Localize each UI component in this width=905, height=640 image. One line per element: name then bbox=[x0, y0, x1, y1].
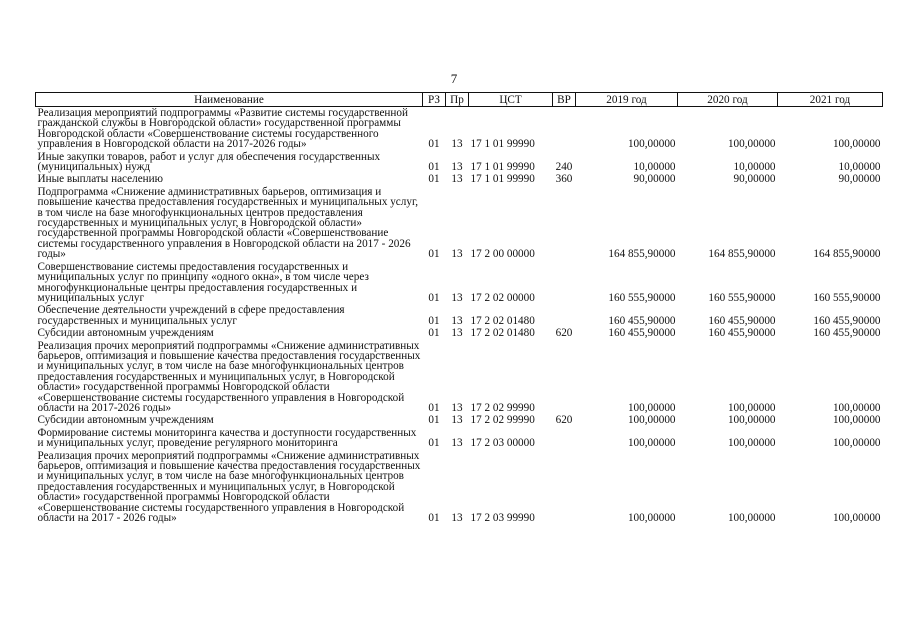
row-vr bbox=[553, 303, 576, 326]
row-name-cell bbox=[36, 185, 423, 260]
row-pr: 13 bbox=[451, 437, 463, 450]
row-pr: 13 bbox=[451, 161, 463, 174]
row-2019: 90,00000 bbox=[633, 173, 676, 186]
row-cst: 17 2 03 99990 bbox=[470, 512, 535, 525]
table-body bbox=[36, 107, 883, 524]
row-2021: 100,00000 bbox=[832, 437, 881, 450]
row-cst: 17 1 01 99990 bbox=[470, 173, 535, 186]
row-vr: 620 bbox=[555, 327, 573, 340]
row-rz: 01 bbox=[428, 138, 440, 151]
row-2020: 10,00000 bbox=[733, 161, 776, 174]
row-cst: 17 2 00 00000 bbox=[470, 248, 535, 261]
table-header-row bbox=[36, 93, 883, 107]
header-pr: Пр bbox=[446, 93, 469, 107]
row-name-cell bbox=[36, 150, 423, 173]
table-row bbox=[36, 426, 883, 449]
row-pr: 13 bbox=[451, 414, 463, 427]
row-2020: 100,00000 bbox=[727, 512, 776, 525]
row-rz: 01 bbox=[428, 173, 440, 186]
row-2019: 164 855,90000 bbox=[608, 248, 676, 261]
row-2021: 164 855,90000 bbox=[813, 248, 881, 261]
header-cst: ЦСТ bbox=[469, 93, 553, 107]
row-2020: 90,00000 bbox=[733, 173, 776, 186]
row-2021: 10,00000 bbox=[838, 161, 881, 174]
row-rz: 01 bbox=[428, 314, 440, 327]
row-pr: 13 bbox=[451, 327, 463, 340]
row-2019: 100,00000 bbox=[627, 138, 676, 151]
row-name-cell bbox=[36, 172, 423, 184]
table-row bbox=[36, 260, 883, 304]
row-rz: 01 bbox=[428, 161, 440, 174]
row-name: Иные выплаты населению bbox=[37, 173, 163, 186]
row-name: Совершенствование системы предоставления государственных и муниципальных услуг по принципу «одного окна», в том числе через многофункциональные центры предоставления государственных и муниципальных услуг bbox=[37, 260, 369, 304]
row-cst: 17 2 03 00000 bbox=[470, 437, 535, 450]
row-pr: 13 bbox=[451, 512, 463, 525]
row-rz: 01 bbox=[428, 327, 440, 340]
row-vr bbox=[553, 339, 576, 414]
row-2021: 100,00000 bbox=[832, 414, 881, 427]
row-2021: 160 455,90000 bbox=[813, 314, 881, 327]
row-name-cell bbox=[36, 426, 423, 449]
row-2021: 160 555,90000 bbox=[813, 291, 881, 304]
table-row bbox=[36, 185, 883, 260]
row-pr: 13 bbox=[451, 314, 463, 327]
row-cst: 17 2 02 99990 bbox=[470, 414, 535, 427]
table-row bbox=[36, 413, 883, 425]
row-2020: 160 455,90000 bbox=[708, 314, 776, 327]
row-name: Формирование системы мониторинга качества и доступности государственных и муниципальных услуг, проведение регулярного мониторинга bbox=[37, 426, 417, 450]
row-name-cell bbox=[36, 449, 423, 524]
row-2021: 100,00000 bbox=[832, 401, 881, 414]
row-cst: 17 2 02 99990 bbox=[470, 401, 535, 414]
row-2019: 100,00000 bbox=[627, 437, 676, 450]
row-2020: 164 855,90000 bbox=[708, 248, 776, 261]
row-name: Субсидии автономным учреждениям bbox=[37, 327, 214, 340]
row-name: Подпрограмма «Снижение административных барьеров, оптимизация и повышение качества предоставления государственных и муниципальных услуг, в том числе на базе многофункциональных центров предоставления государственных и муниципальных услуг, в Новгородской области» государственной программы Новгородской области «Совершенствование системы государственного управления в Новгородской области на 2017 - 2026 годы» bbox=[37, 185, 419, 261]
row-name-cell bbox=[36, 339, 423, 414]
row-rz: 01 bbox=[428, 512, 440, 525]
row-2019: 100,00000 bbox=[627, 512, 676, 525]
row-2021: 100,00000 bbox=[832, 512, 881, 525]
row-2020: 160 455,90000 bbox=[708, 327, 776, 340]
row-pr: 13 bbox=[451, 248, 463, 261]
row-pr: 13 bbox=[451, 291, 463, 304]
row-rz: 01 bbox=[428, 291, 440, 304]
table-row bbox=[36, 449, 883, 524]
row-name: Обеспечение деятельности учреждений в сфере предоставления государственных и муниципальных услуг bbox=[37, 304, 345, 327]
header-2021: 2021 год bbox=[778, 93, 883, 107]
row-name-cell bbox=[36, 107, 423, 150]
budget-table bbox=[35, 92, 883, 523]
header-name: Наименование bbox=[36, 93, 423, 107]
row-2020: 100,00000 bbox=[727, 437, 776, 450]
row-pr: 13 bbox=[451, 138, 463, 151]
table-row bbox=[36, 107, 883, 150]
row-2020: 100,00000 bbox=[727, 414, 776, 427]
row-2019: 100,00000 bbox=[627, 414, 676, 427]
row-2020: 160 555,90000 bbox=[708, 291, 776, 304]
row-cst: 17 2 02 01480 bbox=[470, 327, 535, 340]
row-name-cell bbox=[36, 303, 423, 326]
header-vr: ВР bbox=[553, 93, 576, 107]
row-2019: 160 555,90000 bbox=[608, 291, 676, 304]
row-name: Реализация мероприятий подпрограммы «Развитие системы государственной гражданской службы в Новгородской области» государственной программы Новгородской области «Совершенствование системы государственного управления в Новгородской области на 2017-2026 годы» bbox=[37, 107, 408, 151]
row-vr bbox=[553, 185, 576, 260]
row-rz: 01 bbox=[428, 437, 440, 450]
row-vr: 360 bbox=[555, 173, 573, 186]
table-row bbox=[36, 150, 883, 173]
row-name-cell bbox=[36, 413, 423, 425]
page-number: 7 bbox=[450, 71, 458, 86]
row-rz: 01 bbox=[428, 414, 440, 427]
row-vr bbox=[553, 449, 576, 524]
row-2020: 100,00000 bbox=[727, 138, 776, 151]
row-rz: 01 bbox=[428, 401, 440, 414]
row-name-cell bbox=[36, 326, 423, 338]
table-row bbox=[36, 326, 883, 338]
table-row bbox=[36, 339, 883, 414]
row-name: Иные закупки товаров, работ и услуг для обеспечения государственных (муниципальных) нужд bbox=[37, 150, 381, 174]
row-cst: 17 2 02 01480 bbox=[470, 314, 535, 327]
row-2021: 90,00000 bbox=[838, 173, 881, 186]
row-cst: 17 1 01 99990 bbox=[470, 161, 535, 174]
row-name: Реализация прочих мероприятий подпрограммы «Снижение административных барьеров, оптимизация и повышение качества предоставления государственных и муниципальных услуг, в том числе на базе многофункциональных центров предоставления государственных и муниципальных услуг, в Новгородской области» государственной программы Новгородской области «Совершенствование системы государственного управления в Новгородской области на 2017 - 2026 годы» bbox=[37, 449, 421, 525]
row-cst: 17 2 02 00000 bbox=[470, 291, 535, 304]
table-row bbox=[36, 303, 883, 326]
row-vr bbox=[553, 426, 576, 449]
row-vr: 620 bbox=[555, 414, 573, 427]
row-name: Реализация прочих мероприятий подпрограммы «Снижение административных барьеров, оптимизация и повышение качества предоставления государственных и муниципальных услуг, в том числе на базе многофункциональных центров предоставления государственных и муниципальных услуг, в Новгородской области» государственной программы Новгородской области «Совершенствование системы государственного управления в Новгородской области на 2017-2026 годы» bbox=[37, 339, 421, 414]
row-vr bbox=[553, 107, 576, 150]
row-pr: 13 bbox=[451, 401, 463, 414]
row-vr bbox=[553, 260, 576, 304]
row-2021: 160 455,90000 bbox=[813, 327, 881, 340]
row-pr: 13 bbox=[451, 173, 463, 186]
row-2019: 10,00000 bbox=[633, 161, 676, 174]
table-row bbox=[36, 172, 883, 184]
row-vr: 240 bbox=[555, 161, 573, 174]
row-2020: 100,00000 bbox=[727, 401, 776, 414]
row-rz: 01 bbox=[428, 248, 440, 261]
row-name-cell bbox=[36, 260, 423, 304]
row-2021: 100,00000 bbox=[832, 138, 881, 151]
header-2020: 2020 год bbox=[678, 93, 778, 107]
header-rz: РЗ bbox=[423, 93, 446, 107]
row-2019: 160 455,90000 bbox=[608, 314, 676, 327]
row-2019: 160 455,90000 bbox=[608, 327, 676, 340]
header-2019: 2019 год bbox=[576, 93, 678, 107]
row-name: Субсидии автономным учреждениям bbox=[37, 414, 214, 427]
row-2019: 100,00000 bbox=[627, 401, 676, 414]
row-cst: 17 1 01 99990 bbox=[470, 138, 535, 151]
